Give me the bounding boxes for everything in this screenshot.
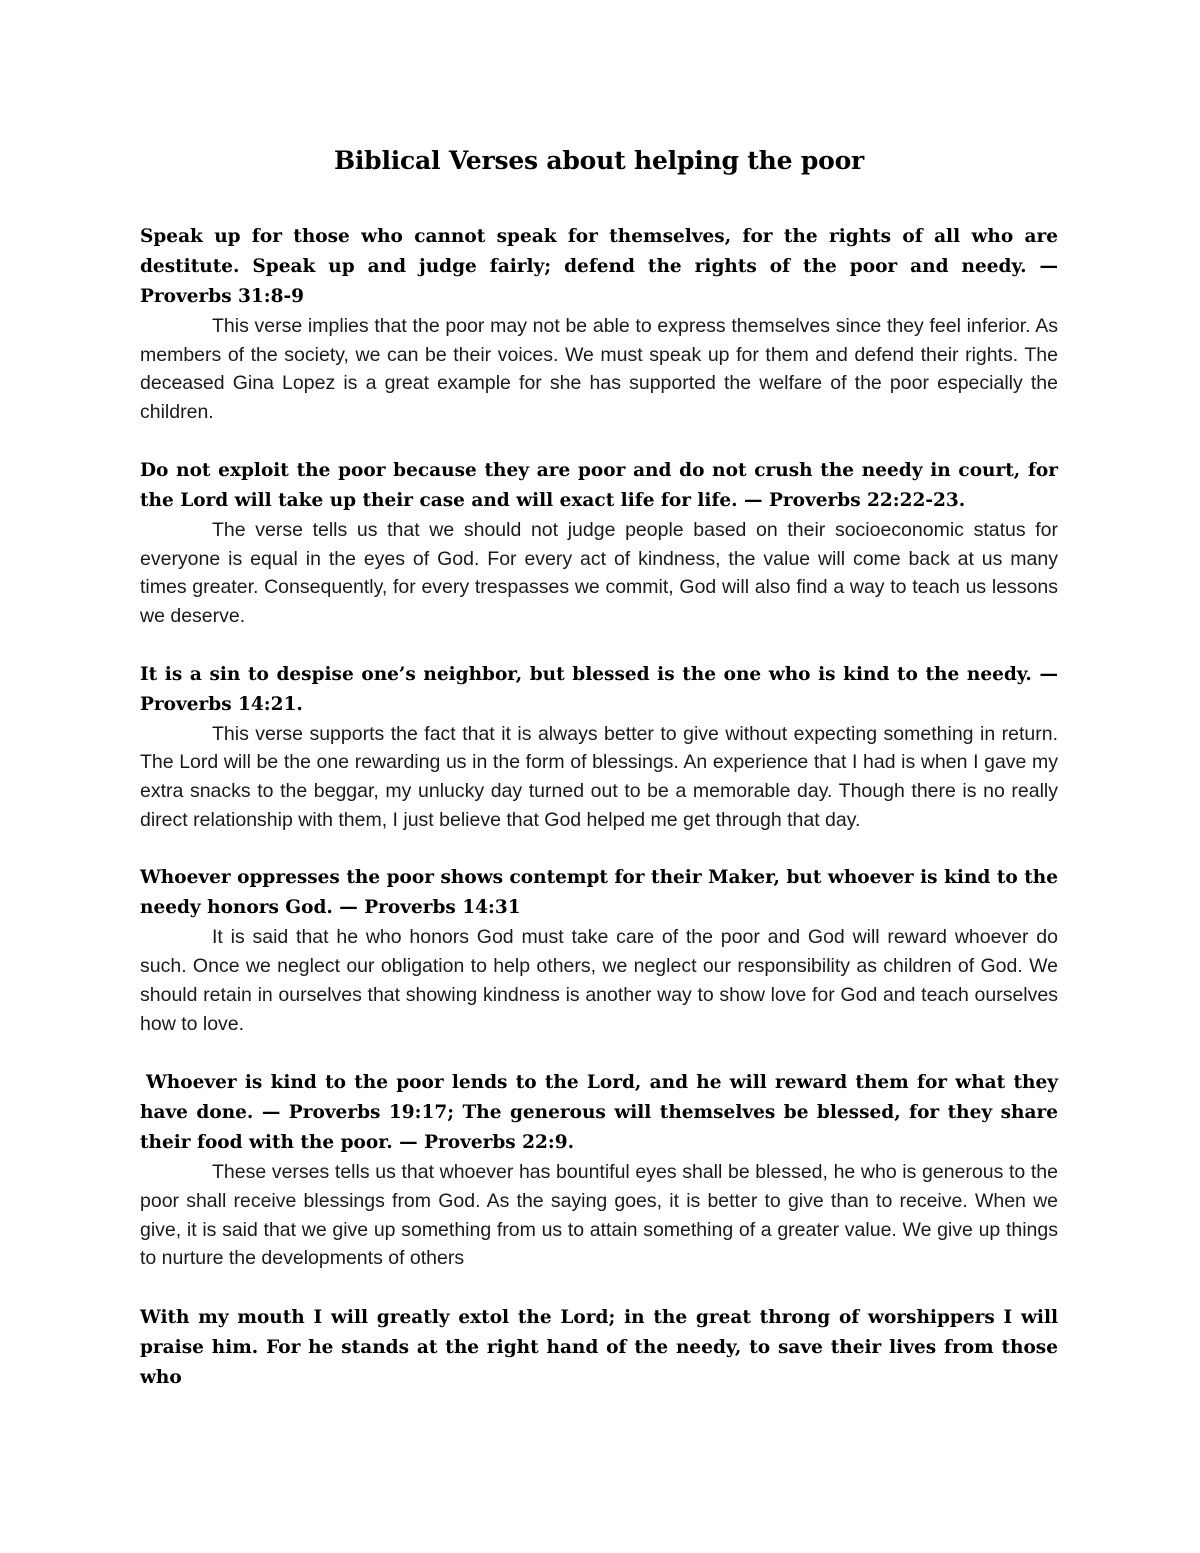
- reflection-paragraph: The verse tells us that we should not judge people based on their socioeconomic status for everyone is equal in the eyes of God. For every act of kindness, the value will come back at us many times greater. Consequently, for every trespasses we commit, God will also find a way to teach us lessons we deserve.: [140, 518, 1058, 627]
- document-title: Biblical Verses about helping the poor: [333, 146, 865, 175]
- verse-text: Whoever is kind to the poor lends to the Lord, and he will reward them for what they have done. — Proverbs 19:17; The generous will themselves be blessed, for they share their food with the poor. — Proverbs 22:9.: [140, 1072, 1058, 1154]
- verse-text: With my mouth I will greatly extol the Lord; in the great throng of worshippers I will praise him. For he stands at the right hand of the needy, to save their lives from those who: [140, 1307, 1058, 1389]
- verse-section: [140, 456, 1058, 631]
- verse-section: [140, 660, 1058, 835]
- verse-section: [140, 863, 1058, 1038]
- verse-text: Whoever oppresses the poor shows contempt for their Maker, but whoever is kind to the needy honors God. — Proverbs 14:31: [140, 867, 1058, 919]
- document-page: [140, 0, 1058, 1393]
- verse-section: [140, 1068, 1058, 1273]
- reflection-paragraph: This verse implies that the poor may not be able to express themselves since they feel inferior. As members of the society, we can be their voices. We must speak up for them and defend their rights. The deceased Gina Lopez is a great example for she has supported the welfare of the poor especially the children.: [140, 315, 1058, 424]
- verse-text: Do not exploit the poor because they are poor and do not crush the needy in court, for the Lord will take up their case and will exact life for life. — Proverbs 22:22-23.: [140, 459, 1058, 511]
- verse-section: [140, 222, 1058, 427]
- verse-section: [140, 1303, 1058, 1393]
- reflection-paragraph: This verse supports the fact that it is always better to give without expecting something in return. The Lord will be the one rewarding us in the form of blessings. An experience that I had is when I gave my extra snacks to the beggar, my unlucky day turned out to be a memorable day. Though there is no really direct relationship with them, I just believe that God helped me get through that day.: [140, 722, 1058, 831]
- verse-text: It is a sin to despise one’s neighbor, but blessed is the one who is kind to the needy. — Proverbs 14:21.: [140, 663, 1058, 715]
- verse-text: Speak up for those who cannot speak for themselves, for the rights of all who are destitute. Speak up and judge fairly; defend the rights of the poor and needy. — Proverbs 31:8-9: [140, 226, 1058, 307]
- reflection-paragraph: It is said that he who honors God must take care of the poor and God will reward whoever do such. Once we neglect our obligation to help others, we neglect our responsibility as children of God. We should retain in ourselves that showing kindness is another way to show love for God and teach ourselves how to love.: [140, 926, 1058, 1035]
- reflection-paragraph: These verses tells us that whoever has bountiful eyes shall be blessed, he who is generous to the poor shall receive blessings from God. As the saying goes, it is better to give than to receive. When we give, it is said that we give up something from us to attain something of a greater value. We give up things to nurture the developments of others: [140, 1161, 1058, 1270]
